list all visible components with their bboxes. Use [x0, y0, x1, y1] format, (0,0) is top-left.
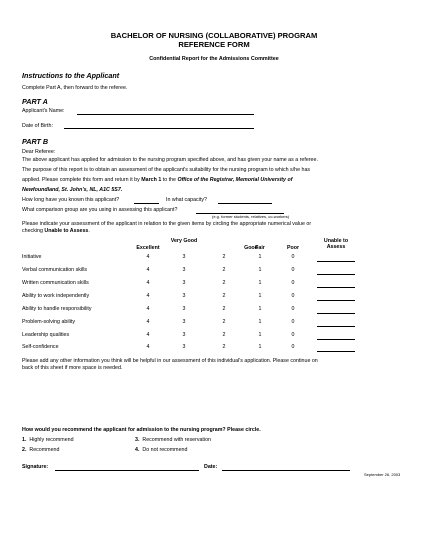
table-row: [0, 293, 428, 301]
option-text: Do not recommend: [142, 447, 188, 453]
unable-to-assess-field[interactable]: [317, 300, 355, 301]
known-question: How long have you known this applicant?: [22, 197, 120, 203]
table-row: [0, 254, 428, 262]
rating-0[interactable]: 0: [291, 267, 295, 273]
option-number: 4.: [135, 447, 140, 453]
form-title-line1: BACHELOR OF NURSING (COLLABORATIVE) PROGRAM: [110, 31, 318, 40]
rating-4[interactable]: 4: [146, 254, 150, 260]
rating-1[interactable]: 1: [258, 344, 262, 350]
rating-2[interactable]: 2: [222, 254, 226, 260]
assess-post: .: [88, 228, 90, 234]
address-text: Newfoundland, St. John's, NL, A1C 5S7.: [22, 187, 123, 193]
rating-4[interactable]: 4: [146, 306, 150, 312]
rating-3[interactable]: 3: [182, 306, 186, 312]
option-number: 2.: [22, 447, 27, 453]
date-label: Date:: [204, 464, 218, 470]
part-a-heading: PART A: [22, 97, 48, 106]
rating-0[interactable]: 0: [291, 319, 295, 325]
additional-info-area[interactable]: [22, 374, 406, 424]
rating-0[interactable]: 0: [291, 293, 295, 299]
rating-1[interactable]: 1: [258, 280, 262, 286]
col-good: Good: [244, 245, 258, 251]
form-subtitle: Confidential Report for the Admissions Committee: [149, 56, 279, 62]
option-text: Recommend: [29, 447, 60, 453]
dob-label: Date of Birth:: [22, 123, 53, 129]
option-do-not-recommend[interactable]: [135, 446, 187, 454]
assess-pre: checking: [22, 228, 45, 234]
rating-2[interactable]: 2: [222, 267, 226, 273]
row-label-leadership: Leadership qualities: [22, 332, 70, 338]
purpose-line2: [22, 176, 292, 184]
unable-to-assess-field[interactable]: [317, 339, 355, 340]
purpose-line1: The purpose of this report is to obtain an assessment of the applicant's suitability for the nursing program to which s/he has: [22, 167, 311, 173]
assessment-line1: Please indicate your assessment of the applicant in relation to the given items by circling the appropriate numerical value or: [22, 221, 312, 227]
applicant-name-label: Applicant's Name:: [22, 108, 65, 114]
row-label-self-confidence: Self-confidence: [22, 344, 59, 350]
option-recommend-with-reservation[interactable]: [135, 436, 211, 444]
option-highly-recommend[interactable]: [22, 436, 74, 444]
purpose-text: applied. Please complete this form and return it by: [22, 177, 142, 183]
option-text: Highly recommend: [29, 437, 74, 443]
unable-to-assess-field[interactable]: [317, 351, 355, 352]
known-duration-field[interactable]: [134, 203, 159, 204]
table-row: [0, 280, 428, 288]
table-row: [0, 332, 428, 340]
intro-paragraph: The above applicant has applied for admission to the nursing program specified above, and has given your name as a referee.: [22, 157, 318, 163]
option-number: 3.: [135, 437, 140, 443]
table-row: [0, 267, 428, 275]
rating-1[interactable]: 1: [258, 267, 262, 273]
rating-2[interactable]: 2: [222, 319, 226, 325]
instructions-text: Complete Part A, then forward to the referee.: [22, 85, 128, 91]
rating-4[interactable]: 4: [146, 280, 150, 286]
unable-to-assess-field[interactable]: [317, 261, 355, 262]
col-unable-to-assess: Unable to Assess: [323, 238, 349, 250]
rating-0[interactable]: 0: [291, 344, 295, 350]
unable-to-assess-field[interactable]: [317, 313, 355, 314]
unable-to-assess-emphasis: Unable to Assess: [44, 228, 89, 234]
rating-2[interactable]: 2: [222, 344, 226, 350]
option-text: Recommend with reservation: [142, 437, 211, 443]
salutation: Dear Referee:: [22, 149, 56, 155]
rating-3[interactable]: 3: [182, 267, 186, 273]
table-row: [0, 344, 428, 352]
additional-info-line2: back of this sheet if more space is needed.: [22, 365, 123, 371]
col-excellent: Excellent: [136, 245, 160, 251]
dob-field[interactable]: [64, 128, 254, 129]
rating-1[interactable]: 1: [258, 293, 262, 299]
instructions-heading: Instructions to the Applicant: [22, 71, 120, 80]
rating-1[interactable]: 1: [258, 332, 262, 338]
signature-field[interactable]: [55, 470, 199, 471]
capacity-question: In what capacity?: [166, 197, 207, 203]
applicant-name-field[interactable]: [77, 114, 254, 115]
rating-3[interactable]: 3: [182, 293, 186, 299]
rating-1[interactable]: 1: [258, 254, 262, 260]
deadline: March 1: [141, 177, 162, 183]
row-label-written: Written communication skills: [22, 280, 89, 286]
option-recommend[interactable]: [22, 446, 59, 454]
office-name: Office of the Registrar, Memorial University of: [177, 177, 293, 183]
office-address: [22, 186, 122, 194]
table-row: [0, 306, 428, 314]
rating-1[interactable]: 1: [258, 306, 262, 312]
unable-to-assess-field[interactable]: [317, 274, 355, 275]
option-number: 1.: [22, 437, 27, 443]
rating-3[interactable]: 3: [182, 319, 186, 325]
rating-0[interactable]: 0: [291, 254, 295, 260]
signature-label: Signature:: [22, 464, 49, 470]
table-row: [0, 319, 428, 327]
rating-3[interactable]: 3: [182, 344, 186, 350]
capacity-field[interactable]: [218, 203, 272, 204]
date-field[interactable]: [222, 470, 350, 471]
rating-2[interactable]: 2: [222, 332, 226, 338]
row-label-initiative: Initiative: [22, 254, 42, 260]
rating-4[interactable]: 4: [146, 332, 150, 338]
row-label-problem-solving: Problem-solving ability: [22, 319, 75, 325]
rating-0[interactable]: 0: [291, 306, 295, 312]
assessment-line2: [22, 227, 90, 235]
recommendation-question: How would you recommend the applicant for admission to the nursing program? Please circle.: [22, 427, 261, 433]
rating-4[interactable]: 4: [146, 344, 150, 350]
rating-2[interactable]: 2: [222, 280, 226, 286]
additional-info-line1: Please add any other information you think will be helpful in our assessment of this individual's application. Please continue on: [22, 358, 318, 364]
rating-3[interactable]: 3: [182, 254, 186, 260]
col-very-good: Very Good: [170, 238, 198, 244]
rating-0[interactable]: 0: [291, 280, 295, 286]
form-title-line2: REFERENCE FORM: [178, 40, 250, 49]
rating-1[interactable]: 1: [258, 319, 262, 325]
rating-0[interactable]: 0: [291, 332, 295, 338]
comparison-question: What comparison group are you using in assessing this applicant?: [22, 207, 178, 213]
comparison-hint: (e.g. former students, relatives, co-workers): [212, 214, 290, 219]
revision-date: September 26, 2003: [364, 472, 401, 477]
rating-2[interactable]: 2: [222, 306, 226, 312]
rating-4[interactable]: 4: [146, 267, 150, 273]
row-label-responsibility: Ability to handle responsibility: [22, 306, 92, 312]
col-poor: Poor: [286, 245, 300, 251]
unable-to-assess-field[interactable]: [317, 287, 355, 288]
rating-3[interactable]: 3: [182, 332, 186, 338]
row-label-verbal: Verbal communication skills: [22, 267, 88, 273]
rating-4[interactable]: 4: [146, 293, 150, 299]
rating-2[interactable]: 2: [222, 293, 226, 299]
rating-3[interactable]: 3: [182, 280, 186, 286]
part-b-heading: PART B: [22, 137, 49, 146]
purpose-mid: to the: [161, 177, 178, 183]
col-fair: Fair: [255, 245, 265, 251]
unable-to-assess-field[interactable]: [317, 326, 355, 327]
rating-4[interactable]: 4: [146, 319, 150, 325]
row-label-independence: Ability to work independently: [22, 293, 90, 299]
